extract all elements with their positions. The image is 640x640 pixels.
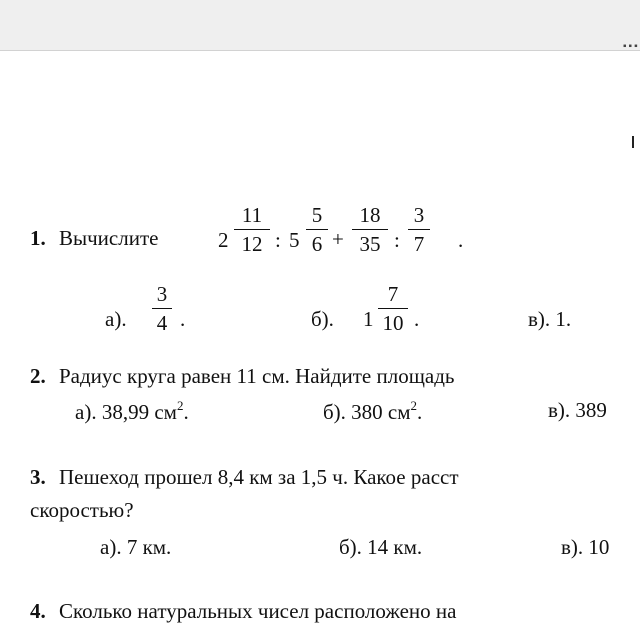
margin-mark — [632, 136, 640, 148]
fraction-bar — [306, 229, 328, 230]
question-4-text: Сколько натуральных чисел расположено на — [59, 599, 457, 623]
expr-whole-2: 5 — [289, 228, 300, 252]
option-a-num: 3 — [156, 282, 168, 306]
option-a-text: а). 38,99 см — [75, 400, 177, 424]
question-3-text-line-2: скоростью? — [30, 498, 134, 522]
fraction-bar — [152, 308, 172, 309]
option-a-end: . — [183, 400, 189, 424]
expr-fraction-1 — [234, 205, 270, 255]
option-b-end: . — [414, 307, 420, 331]
question-1-option-c: в). 1. — [528, 307, 572, 331]
option-a-fraction — [152, 284, 172, 334]
viewer-toolbar — [0, 0, 640, 51]
option-b-end: . — [417, 400, 423, 424]
expr-op-3: : — [394, 228, 400, 252]
expr-fraction-1-num: 11 — [241, 203, 263, 227]
question-1-text: Вычислите — [59, 226, 159, 250]
option-b-num: 7 — [387, 282, 399, 306]
question-3-number: 3. — [30, 465, 46, 489]
overflow-icon: ▪▪▪ — [623, 41, 640, 52]
question-3-text: Пешеход прошел 8,4 км за 1,5 ч. Какое расст — [59, 465, 459, 489]
question-2-option-c: в). 389 — [548, 398, 607, 422]
option-b-whole: 1 — [363, 307, 374, 331]
option-a-end: . — [180, 307, 186, 331]
expr-end: . — [458, 228, 464, 252]
expr-whole-1: 2 — [218, 228, 229, 252]
expr-op-2: + — [332, 227, 344, 251]
expr-op-1: : — [275, 228, 281, 252]
option-a-label: а). — [105, 307, 127, 331]
expr-fraction-2-den: 6 — [311, 232, 323, 256]
question-3-option-c: в). 10 — [561, 535, 610, 559]
expr-fraction-4-den: 7 — [413, 232, 425, 256]
fraction-bar — [378, 308, 408, 309]
question-2-option-b — [323, 398, 422, 425]
question-2-text: Радиус круга равен 11 см. Найдите площадь — [59, 364, 455, 388]
option-b-label: б). — [311, 307, 334, 331]
question-4-number: 4. — [30, 599, 46, 623]
expr-fraction-4 — [408, 205, 430, 255]
expr-fraction-3-den: 35 — [359, 232, 381, 256]
expr-fraction-3 — [352, 205, 388, 255]
option-b-text: б). 380 см — [323, 400, 411, 424]
option-b-fraction — [378, 284, 408, 334]
expr-fraction-1-den: 12 — [241, 232, 263, 256]
fraction-bar — [408, 229, 430, 230]
fraction-bar — [352, 229, 388, 230]
question-2-option-a — [75, 398, 189, 425]
expr-fraction-4-num: 3 — [413, 203, 425, 227]
fraction-bar — [234, 229, 270, 230]
question-1-number: 1. — [30, 226, 46, 250]
question-3-option-b: б). 14 км. — [339, 535, 423, 559]
question-3-option-a: а). 7 км. — [100, 535, 172, 559]
expr-fraction-3-num: 18 — [359, 203, 381, 227]
option-b-superscript: 2 — [410, 398, 418, 413]
question-2-number: 2. — [30, 364, 46, 388]
option-a-superscript: 2 — [176, 398, 184, 413]
expr-fraction-2-num: 5 — [311, 203, 323, 227]
option-a-den: 4 — [156, 311, 168, 335]
expr-fraction-2 — [306, 205, 328, 255]
option-b-den: 10 — [382, 311, 404, 335]
